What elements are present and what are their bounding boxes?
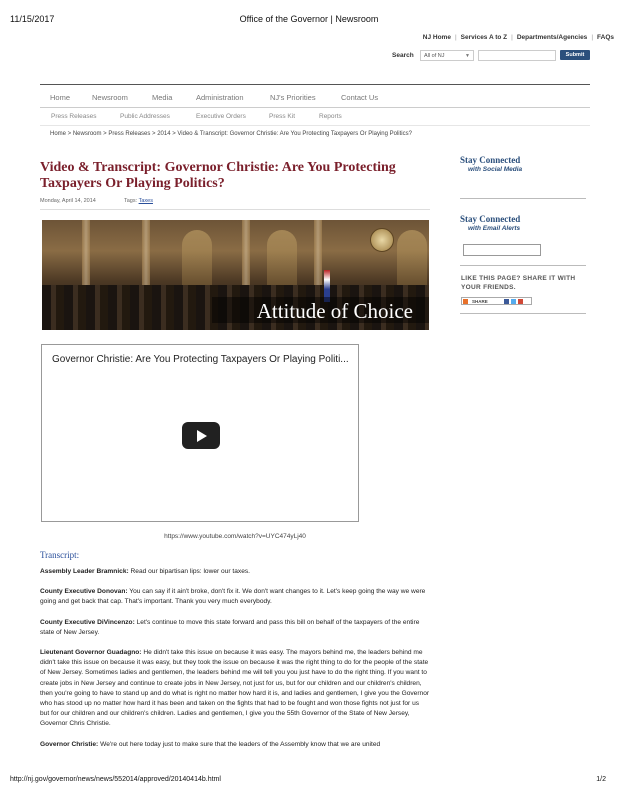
tags-label: Tags:: [124, 198, 138, 204]
banner-caption: Attitude of Choice: [256, 299, 413, 323]
speech-text: He didn't take this issue on because it was easy. The mayors behind me, the leaders behind me didn't take this issue on because it was easy, but they took the issue on because it was the right thing to do for the people of the state of New Jersey. Sometimes ladies and gentlemen, the leaders behind me will tell you you just have to do the right thing. If you want to create jobs in New Jersey and continue to create jobs in New Jersey, not just for us, but for our children and our children's children, then you're going to have to stand up and do what is right no matter how hard it is, and ladies and gentlemen, I give you the Governor who has stood up no matter how hard it has been and taken on the fights that had to be fought and won those fights not just for us but for our children and our children's children. Ladies and gentlemen, I give you the 55th Governor of the State of New Jersey, Governor Chris Christie.: [40, 649, 430, 728]
email-alerts-link[interactable]: with Email Alerts: [468, 225, 521, 232]
divider: [460, 313, 586, 314]
transcript-paragraph: [40, 567, 430, 577]
main-nav: [40, 84, 590, 108]
transcript-paragraph: [40, 648, 430, 730]
print-header: [10, 14, 608, 28]
speech-text: We're out here today just to make sure that the leaders of the Assembly know that we are united: [98, 740, 381, 748]
transcript-paragraph: [40, 587, 430, 607]
page-title: Video & Transcript: Governor Christie: Are You Protecting Taxpayers Or Playing Politics?: [40, 160, 396, 191]
video-title[interactable]: Governor Christie: Are You Protecting Taxpayers Or Playing Politi...: [52, 354, 349, 365]
speaker-name: Governor Christie:: [40, 740, 99, 748]
share-label: SHARE: [472, 299, 488, 304]
social-media-link[interactable]: with Social Media: [468, 166, 523, 173]
stay-connected-social: [460, 155, 586, 199]
nj-home-link[interactable]: NJ Home: [422, 34, 451, 41]
services-link[interactable]: Services A to Z: [460, 34, 508, 41]
facebook-icon[interactable]: [504, 299, 509, 304]
transcript-paragraph: [40, 618, 430, 638]
twitter-icon[interactable]: [511, 299, 516, 304]
email-field[interactable]: [463, 244, 541, 256]
subnav-press-kit[interactable]: Press Kit: [269, 113, 296, 120]
addthis-icon: [463, 299, 468, 304]
departments-link[interactable]: Departments/Agencies: [516, 34, 588, 41]
banner-image: [42, 220, 429, 330]
utility-links: NJ Home | Services A to Z | Departments/Agencies | FAQs: [422, 34, 614, 41]
nav-media[interactable]: Media: [152, 93, 173, 102]
print-title: Office of the Governor | Newsroom: [239, 14, 379, 24]
nav-contact[interactable]: Contact Us: [341, 93, 379, 102]
speech-text: Read our bipartisan lips: lower our taxes.: [128, 568, 250, 575]
speech-text: You can say if it ain't broke, don't fix it. We don't want changes to it. Let's keep going the way we were going and get back that cap. That's important. Thank you very much everybody.: [40, 588, 426, 606]
video-url[interactable]: https://www.youtube.com/watch?v=UYC474yLj40: [164, 533, 306, 540]
subnav-public-addresses[interactable]: Public Addresses: [120, 113, 170, 120]
tag-link[interactable]: Taxes: [138, 198, 153, 204]
search-bar: [392, 50, 592, 62]
sub-nav: [40, 112, 590, 126]
chevron-down-icon: ▼: [465, 53, 470, 59]
transcript-paragraph: [40, 740, 430, 750]
state-seal-icon: [370, 228, 394, 252]
play-icon[interactable]: [182, 422, 220, 449]
share-prompt: LIKE THIS PAGE? SHARE IT WITH YOUR FRIENDS.: [461, 275, 576, 291]
nav-priorities[interactable]: NJ's Priorities: [270, 93, 316, 102]
speaker-name: County Executive Donovan:: [40, 588, 128, 596]
speaker-name: Lieutenant Governor Guadagno:: [40, 649, 142, 657]
email-icon[interactable]: [518, 299, 523, 304]
article-date: Monday, April 14, 2014: [40, 198, 96, 204]
article-meta: [40, 198, 430, 210]
article-tags: [124, 198, 153, 204]
breadcrumb: Home > Newsroom > Press Releases > 2014 > Video & Transcript: Governor Christie: Are You Protecting Taxpayers Or Playing Politics?: [50, 131, 412, 137]
print-date: 11/15/2017: [10, 14, 55, 24]
stay-connected-email: [460, 214, 586, 232]
speaker-name: County Executive DiVincenzo:: [40, 618, 135, 626]
nav-home[interactable]: Home: [50, 93, 71, 102]
search-submit-button[interactable]: Submit: [560, 50, 590, 60]
page-url: http://nj.gov/governor/news/news/552014/approved/20140414b.html: [10, 776, 221, 783]
stay-connected-heading: Stay Connected: [460, 155, 521, 165]
arch-shape: [182, 230, 212, 290]
search-scope-value: All of NJ: [424, 53, 445, 59]
transcript-heading: Transcript:: [40, 550, 80, 560]
subnav-reports[interactable]: Reports: [319, 113, 342, 120]
arch-shape: [267, 230, 297, 290]
nav-administration[interactable]: Administration: [196, 93, 244, 102]
video-embed[interactable]: [41, 344, 359, 522]
search-input[interactable]: [478, 50, 556, 61]
page-number: 1/2: [596, 776, 606, 783]
share-button[interactable]: [461, 297, 532, 305]
search-scope-select[interactable]: [420, 50, 474, 61]
divider: [460, 265, 586, 266]
nav-newsroom[interactable]: Newsroom: [92, 93, 128, 102]
subnav-executive-orders[interactable]: Executive Orders: [196, 113, 246, 120]
search-label: Search: [392, 52, 414, 59]
stay-connected-heading: Stay Connected: [460, 214, 521, 224]
faqs-link[interactable]: FAQs: [597, 34, 614, 41]
subnav-press-releases[interactable]: Press Releases: [51, 113, 97, 120]
speech-text: Let's continue to move this state forward and pass this bill on behalf of the taxpayers of the entire state of New Jersey.: [40, 618, 420, 636]
arch-shape: [397, 230, 427, 290]
speaker-name: Assembly Leader Bramnick:: [40, 568, 129, 575]
transcript-body: [40, 567, 430, 760]
